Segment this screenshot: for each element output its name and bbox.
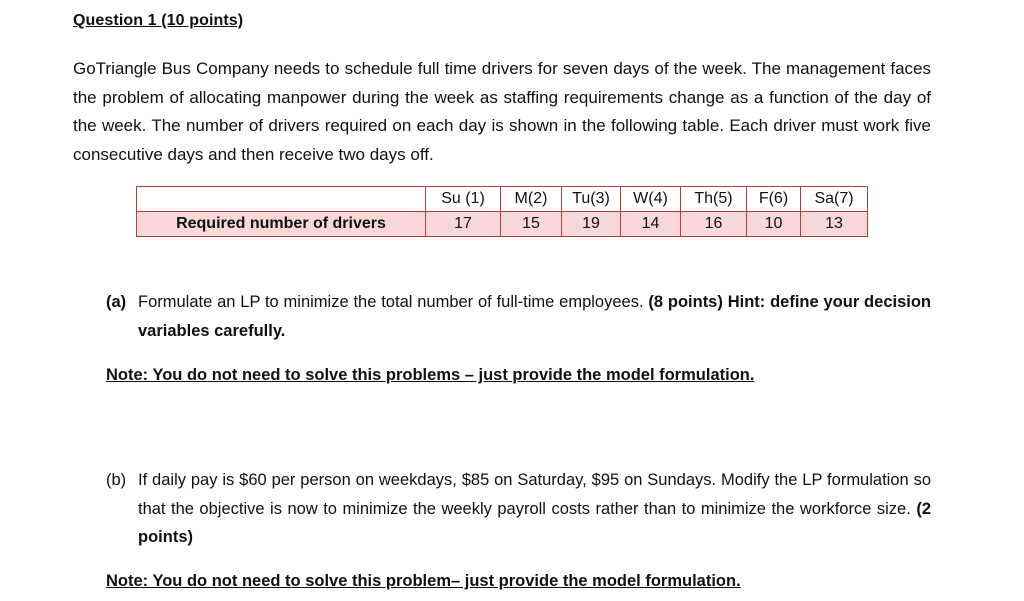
part-a-body [138,288,931,345]
part-a [106,288,931,348]
driver-count-cell: 16 [681,212,747,237]
part-b-marker: (b) [106,471,127,489]
driver-count-cell: 14 [621,212,681,237]
table-corner-cell [137,187,426,212]
day-header: W(4) [621,187,681,212]
driver-count-cell: 15 [501,212,562,237]
drivers-table [136,186,868,237]
part-b [106,466,931,556]
row-label: Required number of drivers [137,212,426,237]
table-row [137,212,868,237]
driver-count-cell: 19 [562,212,621,237]
day-header: Tu(3) [562,187,621,212]
driver-count-cell: 10 [747,212,801,237]
part-a-note: Note: You do not need to solve this problems – just provide the model formulation. [106,366,755,384]
day-header: F(6) [747,187,801,212]
day-header: Su (1) [426,187,501,212]
part-b-body [138,466,931,552]
day-header: Sa(7) [801,187,868,212]
part-a-points: (8 points) [648,293,723,311]
day-header: Th(5) [681,187,747,212]
part-b-points: (2 points) [138,499,931,546]
part-a-hint: Hint: define your decision variables carefully. [138,293,931,340]
part-b-note: Note: You do not need to solve this problem– just provide the model formulation. [106,572,741,590]
table-header-row [137,187,868,212]
part-b-text: If daily pay is $60 per person on weekdays, $85 on Saturday, $95 on Sundays. Modify the LP formulation so that the objective is now to minimize the weekly payroll costs rather than to minimize the workforce size. [138,471,931,518]
part-a-text: Formulate an LP to minimize the total number of full-time employees. [138,293,644,311]
part-a-marker: (a) [106,293,127,311]
day-header: M(2) [501,187,562,212]
driver-count-cell: 17 [426,212,501,237]
driver-count-cell: 13 [801,212,868,237]
question-title: Question 1 (10 points) [73,12,244,29]
intro-paragraph: GoTriangle Bus Company needs to schedule full time drivers for seven days of the week. The management faces the problem of allocating manpower during the week as staffing requirements change as a function of the day of the week. The number of drivers required on each day is shown in the following table. Each driver must work five consecutive days and then receive two days off. [73,59,931,164]
